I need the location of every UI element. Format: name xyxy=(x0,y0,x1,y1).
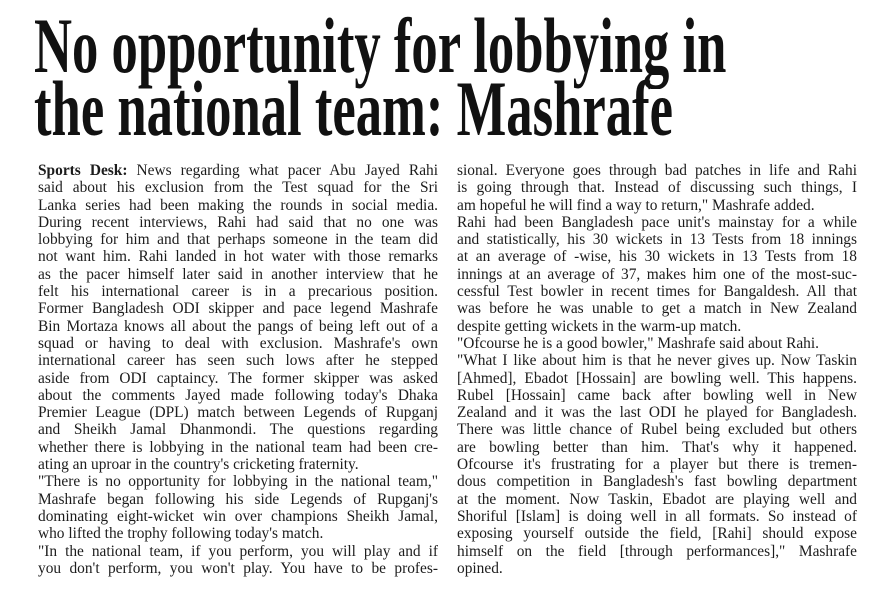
article-line: ating an uproar in the country's cricketing fraternity. xyxy=(38,456,359,474)
article-line: international career has seen such lows after he stepped xyxy=(38,352,438,370)
article-line: Ofcourse it's frustrating for a player but there is tremen- xyxy=(457,456,857,474)
article-line: squad or having to deal with exclusion. Mashrafe's own xyxy=(38,334,438,352)
article-line: Lanka series had been making the rounds in social media. xyxy=(38,196,438,214)
article-line: whether there is lobbying in the national team had been cre- xyxy=(38,438,438,456)
article-line: and statistically, his 30 wickets in 13 Tests from 18 innings xyxy=(457,231,857,249)
article-line: dous competition in Bangladesh's fast bowling department xyxy=(457,473,857,491)
article-line: Former Bangladesh ODI skipper and pace legend Mashrafe xyxy=(38,300,438,318)
article-line: felt his international career is in a precarious position. xyxy=(38,283,438,301)
article-line: and Sheikh Jamal Dhanmondi. The questions regarding xyxy=(38,421,438,439)
article-line: innings at an average of 37, makes him one of the most-suc- xyxy=(457,265,857,283)
article-line: at the moment. Now Taskin, Ebadot are playing well and xyxy=(457,490,857,508)
article-line: are bowling better than him. That's why it happened. xyxy=(457,438,857,456)
article-line: Rubel [Hossain] came back after bowling well in New xyxy=(457,386,857,404)
article-line: cessful Test bowler in recent times for Bangaldesh. All that xyxy=(457,283,857,301)
article-line: said about his exclusion from the Test squad for the Sri xyxy=(38,179,438,197)
article-line: was before he was unable to get a match in New Zealand xyxy=(457,300,857,318)
article-line: himself on the field [through performances]," Mashrafe xyxy=(457,542,857,560)
headline-line-1: No opportunity for lobbying in xyxy=(34,2,727,89)
article-line: Bin Mortaza knows all about the pangs of being left out of a xyxy=(38,317,438,335)
article-line: "In the national team, if you perform, you will play and if xyxy=(38,542,438,560)
article-line: aside from ODI captaincy. The former skipper was asked xyxy=(38,369,438,387)
article-column-left xyxy=(38,162,438,577)
article-line: who lifted the trophy following today's match. xyxy=(38,525,324,543)
headline xyxy=(34,2,872,152)
article-line: dominating eight-wicket win over champions Sheikh Jamal, xyxy=(38,507,438,525)
article-line: Mashrafe began following his side Legends of Rupganj's xyxy=(38,490,438,508)
article-line: Zealand and it was the last ODI he played for Bangladesh. xyxy=(457,404,857,422)
article-line: "What I like about him is that he never gives up. Now Taskin xyxy=(457,352,857,370)
article-line: During recent interviews, Rahi had said that no one was xyxy=(38,213,438,231)
article-line xyxy=(38,162,438,179)
article-line: Rahi had been Bangladesh pace unit's mainstay for a while xyxy=(457,213,857,231)
article-line: am hopeful he will find a way to return," Mashrafe added. xyxy=(457,196,815,214)
article-line: "Ofcourse he is a good bowler," Mashrafe said about Rahi. xyxy=(457,334,819,352)
article-line: There was little chance of Rubel being excluded but others xyxy=(457,421,857,439)
article-line: "There is no opportunity for lobbying in the national team," xyxy=(38,473,438,491)
article-line: at an average of -wise, his 30 wickets in 13 Tests from 18 xyxy=(457,248,857,266)
article-line: is going through that. Instead of discussing such things, I xyxy=(457,179,857,197)
article-line: Shoriful [Islam] is doing well in all formats. So instead of xyxy=(457,507,857,525)
article-line: about the comments Jayed made following today's Dhaka xyxy=(38,386,438,404)
article-text: News regarding what pacer Abu Jayed Rahi xyxy=(127,162,438,179)
headline-line-2: the national team: Mashrafe xyxy=(34,65,674,152)
article-column-right xyxy=(457,162,857,577)
article-line: exposing yourself outside the field, [Rahi] should expose xyxy=(457,525,857,543)
article-line: [Ahmed], Ebadot [Hossain] are bowling well. This happens. xyxy=(457,369,857,387)
article-line: despite getting wickets in the warm-up match. xyxy=(457,317,742,335)
article-line: sional. Everyone goes through bad patches in life and Rahi xyxy=(457,162,857,179)
article-line: lobbying for him and that perhaps someone in the team did xyxy=(38,231,438,249)
article-line: as the pacer himself later said in another interview that he xyxy=(38,265,438,283)
article-line: not want him. Rahi landed in hot water with those remarks xyxy=(38,248,438,266)
article-line: you don't perform, you won't play. You have to be profes- xyxy=(38,559,438,577)
article-line: Premier League (DPL) match between Legends of Rupganj xyxy=(38,404,438,422)
dateline: Sports Desk: xyxy=(38,162,128,179)
article-line: opined. xyxy=(457,559,503,577)
